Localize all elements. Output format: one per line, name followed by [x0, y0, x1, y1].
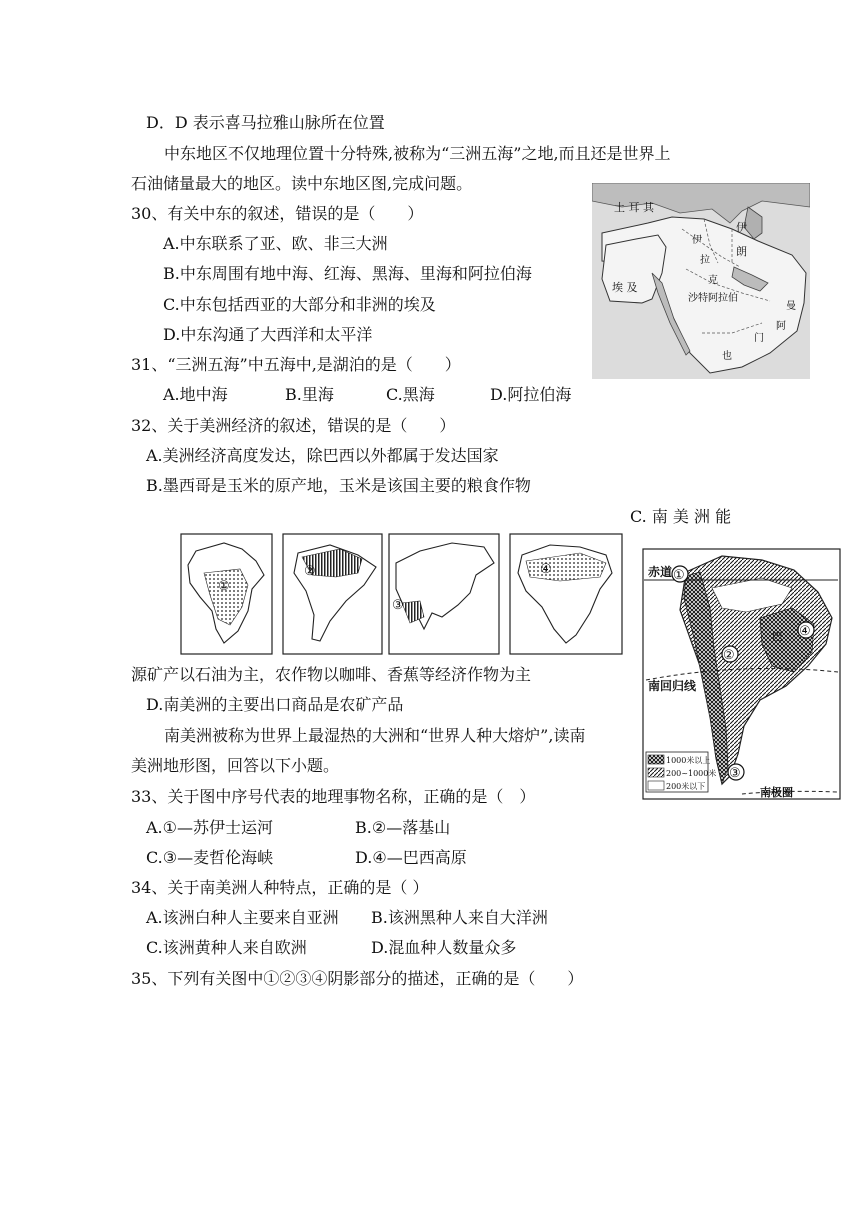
- africa-marker-1: ①: [218, 579, 230, 594]
- q30-option-a: A.中东联系了亚、欧、非三大洲: [163, 234, 388, 253]
- q30-option-b: B.中东周围有地中海、红海、黑海、里海和阿拉伯海: [163, 264, 532, 283]
- sa-marker-3: ③: [729, 766, 741, 781]
- question-31: 31、“三洲五海”中五海中,是湖泊的是（ ）: [131, 355, 461, 374]
- north-africa-marker-4: ④: [540, 562, 552, 577]
- map-label-saudi: 沙特阿拉伯: [688, 293, 738, 304]
- q32-option-d: D.南美洲的主要出口商品是农矿产品: [146, 695, 404, 714]
- north-africa-map: [510, 534, 622, 654]
- q34-option-a: A.该洲白种人主要来自亚洲: [146, 908, 339, 927]
- question-33: 33、关于图中序号代表的地理事物名称，正确的是（ ）: [131, 787, 536, 806]
- question-35: 35、下列有关图中①②③④阴影部分的描述，正确的是（ ）: [131, 969, 584, 988]
- equator-label: 赤道: [648, 565, 673, 579]
- question-32: 32、关于美洲经济的叙述，错误的是（ ）: [131, 416, 456, 435]
- middle-east-map: [592, 183, 810, 379]
- q34-option-d: D.混血种人数量众多: [371, 938, 517, 957]
- tropic-capricorn-label: 南回归线: [648, 679, 697, 693]
- elevation-legend: [646, 752, 716, 792]
- map-label-iraq-3: 克: [708, 275, 718, 286]
- q30-option-d: D.中东沟通了大西洋和太平洋: [163, 325, 373, 344]
- q33-option-a: A.①—苏伊士运河: [146, 818, 273, 837]
- sa-marker-4: ④: [799, 624, 811, 639]
- map-label-iran-1: 伊: [736, 221, 747, 234]
- map-label-egypt: 埃 及: [612, 281, 638, 294]
- map-label-iraq-1: 伊: [692, 235, 702, 246]
- plateau-label: 巴: [772, 630, 783, 643]
- q29-option-d: D．D 表示喜马拉雅山脉所在位置: [146, 113, 385, 132]
- question-34: 34、关于南美洲人种特点，正确的是（ ）: [131, 878, 429, 897]
- q33-option-c: C.③—麦哲伦海峡: [146, 848, 274, 867]
- q31-option-a: A.地中海: [163, 385, 228, 404]
- map-label-iraq-2: 拉: [700, 255, 710, 266]
- map-label-yemen-2: 也: [722, 351, 732, 362]
- asia-map: [389, 534, 499, 654]
- south-america-intro-line-1: 南美洲被称为世界上最湿热的大洲和“世界人种大熔炉”,读南: [164, 726, 586, 745]
- sa-marker-2: ②: [723, 648, 735, 663]
- map-label-oman-2: 阿: [776, 321, 786, 332]
- south-america-intro-line-2: 美洲地形图，回答以下小题。: [131, 756, 340, 775]
- q32-option-a: A.美洲经济高度发达，除巴西以外都属于发达国家: [146, 446, 499, 465]
- south-america-small-map: [283, 534, 382, 654]
- sa-marker-1: ①: [673, 568, 685, 583]
- map-label-oman-1: 曼: [786, 301, 796, 312]
- legend-low: 200米以下: [666, 782, 706, 791]
- middle-east-intro-line-2: 石油储量最大的地区。读中东地区图,完成问题。: [131, 174, 473, 193]
- question-30: 30、有关中东的叙述，错误的是（ ）: [131, 204, 424, 223]
- antarctic-circle-label: 南极圈: [760, 786, 793, 799]
- legend-high: 1000米以上: [666, 756, 711, 765]
- legend-mid: 200~1000米: [666, 769, 717, 778]
- q32-option-c-continued: 源矿产以石油为主，农作物以咖啡、香蕉等经济作物为主: [131, 665, 532, 684]
- q32-option-c-start: C. 南 美 洲 能: [630, 507, 732, 526]
- asia-marker-3: ③: [392, 598, 404, 613]
- q30-option-c: C.中东包括西亚的大部分和非洲的埃及: [163, 295, 436, 314]
- q34-option-b: B.该洲黑种人来自大洋洲: [371, 908, 548, 927]
- four-continent-maps: [180, 533, 624, 655]
- map-label-yemen-1: 门: [754, 333, 764, 344]
- middle-east-intro-line-1: 中东地区不仅地理位置十分特殊,被称为“三洲五海”之地,而且还是世界上: [164, 144, 671, 163]
- q31-option-b: B.里海: [285, 385, 334, 404]
- south-america-terrain-map: [642, 548, 841, 800]
- q33-option-d: D.④—巴西高原: [355, 848, 467, 867]
- q34-option-c: C.该洲黄种人来自欧洲: [146, 938, 307, 957]
- africa-map: [181, 534, 272, 654]
- map-label-iran-2: 朗: [736, 245, 747, 258]
- q31-option-d: D.阿拉伯海: [490, 385, 572, 404]
- south-america-marker-2: ②: [304, 564, 316, 579]
- map-label-turkey: 土 耳 其: [614, 201, 654, 214]
- q32-option-b: B.墨西哥是玉米的原产地，玉米是该国主要的粮食作物: [146, 476, 531, 495]
- q31-option-c: C.黑海: [386, 385, 435, 404]
- q33-option-b: B.②—落基山: [355, 818, 451, 837]
